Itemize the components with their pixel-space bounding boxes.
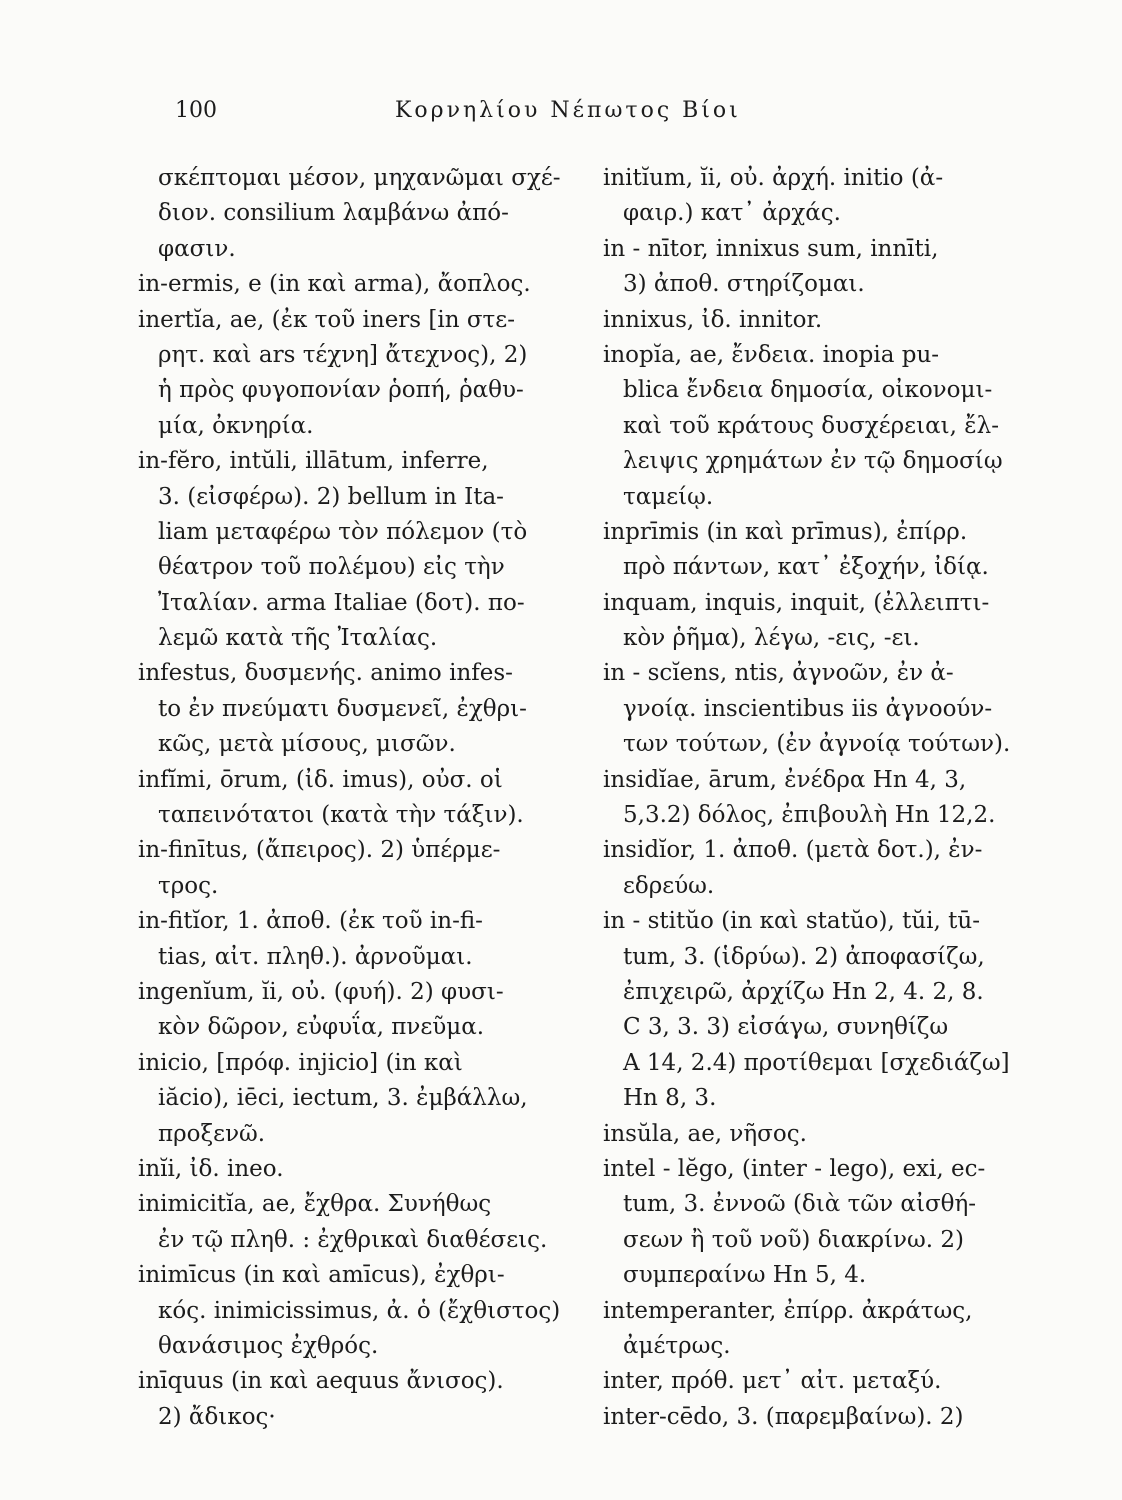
dictionary-line: tum, 3. (ἱδρύω). 2) ἀποφασίζω, — [623, 943, 985, 970]
dictionary-line: πρὸ πάντων, κατ᾽ ἐξοχήν, ἰδίᾳ. — [623, 554, 989, 581]
dictionary-line: 3) ἀποθ. στηρίζομαι. — [623, 271, 865, 298]
dictionary-line: Ἰταλίαν. arma Italiae (δοτ). πο- — [158, 589, 525, 616]
dictionary-line: inīquus (in καὶ aequus ἄνισος). — [138, 1368, 504, 1395]
dictionary-line: inimīcus (in καὶ amīcus), ἐχθρι- — [138, 1262, 505, 1289]
dictionary-line: in-fĕro, intŭli, illātum, inferre, — [138, 448, 489, 475]
dictionary-line: in-finītus, (ἄπειρος). 2) ὑπέρμε- — [138, 837, 501, 864]
dictionary-line: inĭi, ἰδ. ineo. — [138, 1155, 284, 1182]
dictionary-line: συμπεραίνω Hn 5, 4. — [623, 1262, 867, 1289]
dictionary-line: φασιν. — [158, 235, 236, 262]
dictionary-line: ἀμέτρως. — [623, 1332, 731, 1359]
dictionary-line: in - scĭens, ntis, ἀγνοῶν, ἐν ἀ- — [603, 660, 954, 687]
dictionary-line: liam μεταφέρω τὸν πόλεμον (τὸ — [158, 518, 528, 545]
page-number: 100 — [175, 98, 217, 123]
dictionary-line: Hn 8, 3. — [623, 1085, 717, 1112]
dictionary-line: των τούτων, (ἐν ἀγνοίᾳ τούτων). — [623, 731, 1011, 758]
dictionary-line: blica ἔνδεια δημοσία, οἰκονομι- — [623, 377, 993, 404]
dictionary-line: θανάσιμος ἐχθρός. — [158, 1332, 379, 1359]
dictionary-line: infestus, δυσμενής. animo infes- — [138, 660, 513, 687]
dictionary-line: C 3, 3. 3) εἰσάγω, συνηθίζω — [623, 1014, 949, 1041]
dictionary-line: initĭum, ĭi, οὐ. ἀρχή. initio (ἀ- — [603, 165, 944, 191]
dictionary-line: κὸν ῥῆμα), λέγω, -εις, -ει. — [623, 625, 920, 652]
dictionary-line: infĭmi, ōrum, (ἰδ. imus), οὐσ. οἱ — [138, 766, 503, 793]
dictionary-line: κὸν δῶρον, εὐφυΐα, πνεῦμα. — [158, 1014, 485, 1041]
right-column — [603, 161, 1043, 1435]
dictionary-line: inimicitĭa, ae, ἔχθρα. Συνήθως — [138, 1191, 492, 1218]
dictionary-line: λειψις χρημάτων ἐν τῷ δημοσίῳ — [623, 448, 1003, 475]
page-header — [0, 98, 1122, 132]
running-title: Κορνηλίου Νέπωτος Βίοι — [395, 98, 741, 123]
dictionary-line: intemperanter, ἐπίρρ. ἀκράτως, — [603, 1297, 973, 1324]
dictionary-line: γνοίᾳ. inscientibus iis ἀγνοούν- — [623, 695, 993, 722]
dictionary-line: ρητ. καὶ ars τέχνη] ἄτεχνος), 2) — [158, 341, 528, 368]
dictionary-line: σεων ἢ τοῦ νοῦ) διακρίνω. 2) — [623, 1226, 964, 1253]
dictionary-line: ταπεινότατοι (κατὰ τὴν τάξιν). — [158, 802, 524, 829]
dictionary-line: insidĭor, 1. ἀποθ. (μετὰ δοτ.), ἐν- — [603, 837, 983, 864]
dictionary-line: θέατρον τοῦ πολέμου) εἰς τὴν — [158, 554, 505, 581]
dictionary-line: ἡ πρὸς φυγοπονίαν ῥοπή, ῥαθυ- — [158, 377, 524, 404]
dictionary-line: διον. consilium λαμβάνω ἀπό- — [158, 200, 509, 227]
dictionary-line: to ἐν πνεύματι δυσμενεῖ, ἐχθρι- — [158, 695, 527, 722]
dictionary-line: ἐν τῷ πληθ. : ἐχθρικαὶ διαθέσεις. — [158, 1226, 548, 1253]
dictionary-line: iăcio), iēci, iectum, 3. ἐμβάλλω, — [158, 1085, 528, 1112]
dictionary-line: καὶ τοῦ κράτους δυσχέρειαι, ἔλ- — [623, 412, 999, 439]
dictionary-line: σκέπτομαι μέσον, μηχανῶμαι σχέ- — [158, 165, 561, 191]
dictionary-line: ingenĭum, ĭi, οὐ. (φυή). 2) φυσι- — [138, 978, 504, 1005]
dictionary-line: inter-cēdo, 3. (παρεμβαίνω). 2) — [603, 1403, 964, 1430]
dictionary-line: tias, αἰτ. πληθ.). ἀρνοῦμαι. — [158, 943, 473, 970]
dictionary-line: κός. inimicissimus, ἀ. ὁ (ἔχθιστος) — [158, 1297, 561, 1324]
dictionary-line: inicio, [πρόφ. injicio] (in καὶ — [138, 1049, 463, 1076]
dictionary-line: 2) ἄδικος· — [158, 1403, 276, 1430]
dictionary-line: tum, 3. ἐννοῶ (διὰ τῶν αἰσθή- — [623, 1191, 977, 1218]
dictionary-line: in - nītor, innixus sum, innīti, — [603, 235, 939, 262]
dictionary-line: A 14, 2.4) προτίθεμαι [σχεδιάζω] — [623, 1049, 1010, 1076]
dictionary-line: εδρεύω. — [623, 872, 715, 899]
dictionary-line: insŭla, ae, νῆσος. — [603, 1120, 807, 1147]
dictionary-line: μία, ὀκνηρία. — [158, 412, 314, 439]
dictionary-line: intel - lĕgo, (inter - lego), exi, ec- — [603, 1155, 986, 1182]
dictionary-line: λεμῶ κατὰ τῆς Ἰταλίας. — [158, 625, 438, 652]
dictionary-line: in - stitŭo (in καὶ statŭo), tŭi, tū- — [603, 908, 980, 935]
dictionary-line: προξενῶ. — [158, 1120, 266, 1147]
dictionary-line: inquam, inquis, inquit, (ἐλλειπτι- — [603, 589, 990, 616]
dictionary-line: in-ermis, e (in καὶ arma), ἄοπλος. — [138, 271, 531, 298]
dictionary-line: inter, πρόθ. μετ᾽ αἰτ. μεταξύ. — [603, 1368, 942, 1395]
dictionary-line: 3. (εἰσφέρω). 2) bellum in Ita- — [158, 483, 504, 510]
dictionary-line: τρος. — [158, 872, 219, 899]
dictionary-line: ταμείῳ. — [623, 483, 714, 510]
dictionary-line: in-fitĭor, 1. ἀποθ. (ἐκ τοῦ in-fi- — [138, 908, 483, 935]
dictionary-line: inprīmis (in καὶ prīmus), ἐπίρρ. — [603, 518, 968, 545]
dictionary-line: 5,3.2) δόλος, ἐπιβουλὴ Hn 12,2. — [623, 802, 996, 829]
dictionary-line: ἐπιχειρῶ, ἀρχίζω Hn 2, 4. 2, 8. — [623, 978, 984, 1005]
dictionary-line: insidĭae, ārum, ἐνέδρα Hn 4, 3, — [603, 766, 967, 793]
left-column — [138, 161, 570, 1435]
dictionary-line: innixus, ἰδ. innitor. — [603, 306, 823, 333]
dictionary-line: inertĭa, ae, (ἐκ τοῦ iners [in στε- — [138, 306, 515, 333]
dictionary-line: inopĭa, ae, ἔνδεια. inopia pu- — [603, 341, 940, 368]
dictionary-line: κῶς, μετὰ μίσους, μισῶν. — [158, 731, 456, 758]
dictionary-line: φαιρ.) κατ᾽ ἀρχάς. — [623, 200, 841, 227]
